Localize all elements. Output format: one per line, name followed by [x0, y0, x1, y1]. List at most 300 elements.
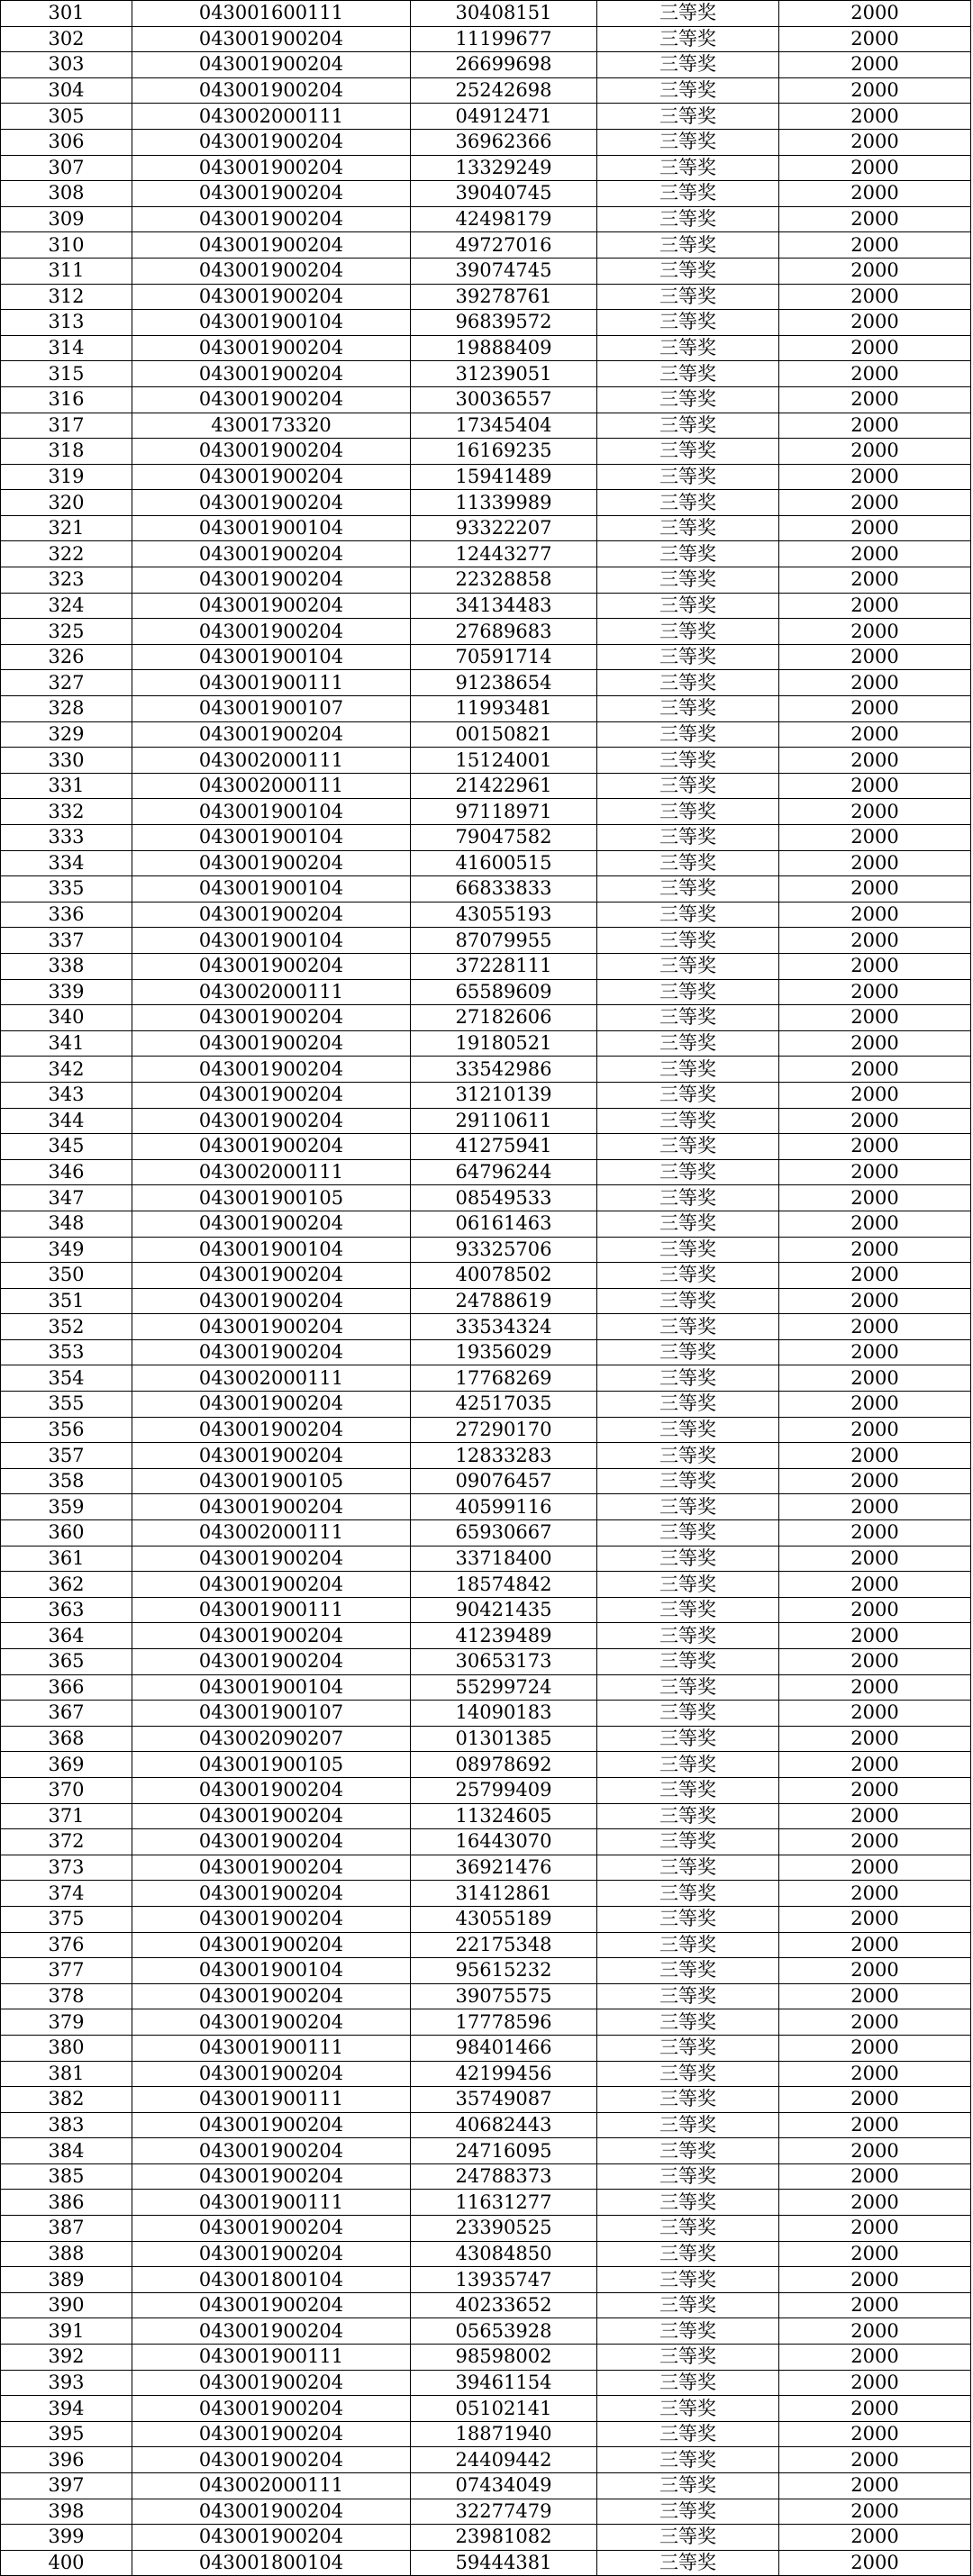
prize-table-body	[1, 1, 971, 2576]
ticket-number-cell: 90421435	[411, 1597, 597, 1623]
table-row	[1, 1, 971, 27]
row-number-cell: 365	[1, 1649, 132, 1675]
row-number-cell: 380	[1, 2035, 132, 2061]
ticket-number-cell: 13329249	[411, 155, 597, 181]
table-row	[1, 748, 971, 774]
row-number-cell: 317	[1, 413, 132, 439]
row-number-cell: 394	[1, 2396, 132, 2422]
ticket-number-cell: 18871940	[411, 2421, 597, 2447]
table-row	[1, 619, 971, 645]
row-number-cell: 361	[1, 1546, 132, 1572]
ticket-code-cell: 043001900204	[132, 2499, 411, 2525]
ticket-code-cell: 043001900204	[132, 850, 411, 876]
prize-level-cell: 三等奖	[597, 1005, 779, 1031]
prize-level-cell: 三等奖	[597, 1752, 779, 1778]
ticket-number-cell: 25799409	[411, 1777, 597, 1803]
ticket-code-cell: 043001900104	[132, 928, 411, 954]
ticket-number-cell: 95615232	[411, 1958, 597, 1984]
prize-level-cell: 三等奖	[597, 1726, 779, 1752]
prize-amount-cell: 2000	[779, 644, 971, 670]
prize-level-cell: 三等奖	[597, 876, 779, 903]
prize-level-cell: 三等奖	[597, 670, 779, 696]
ticket-code-cell: 043001900107	[132, 1701, 411, 1727]
row-number-cell: 312	[1, 284, 132, 310]
ticket-code-cell: 043001900104	[132, 1237, 411, 1263]
table-row	[1, 515, 971, 541]
ticket-number-cell: 33542986	[411, 1057, 597, 1083]
table-row	[1, 1392, 971, 1418]
row-number-cell: 373	[1, 1855, 132, 1881]
ticket-code-cell: 043001900204	[132, 181, 411, 207]
ticket-number-cell: 93322207	[411, 515, 597, 541]
table-row	[1, 52, 971, 78]
table-row	[1, 928, 971, 954]
table-row	[1, 361, 971, 387]
prize-amount-cell: 2000	[779, 1494, 971, 1520]
ticket-number-cell: 24716095	[411, 2138, 597, 2164]
table-row	[1, 1649, 971, 1675]
prize-amount-cell: 2000	[779, 1855, 971, 1881]
ticket-number-cell: 30036557	[411, 386, 597, 413]
table-row	[1, 1520, 971, 1547]
ticket-number-cell: 15941489	[411, 464, 597, 490]
table-row	[1, 825, 971, 851]
table-row	[1, 155, 971, 181]
prize-amount-cell: 2000	[779, 284, 971, 310]
prize-amount-cell: 2000	[779, 2190, 971, 2216]
prize-amount-cell: 2000	[779, 876, 971, 903]
ticket-number-cell: 11631277	[411, 2190, 597, 2216]
prize-level-cell: 三等奖	[597, 644, 779, 670]
ticket-number-cell: 08978692	[411, 1752, 597, 1778]
table-row	[1, 902, 971, 928]
ticket-number-cell: 35749087	[411, 2087, 597, 2113]
prize-amount-cell: 2000	[779, 1392, 971, 1418]
row-number-cell: 328	[1, 696, 132, 722]
prize-level-cell: 三等奖	[597, 1314, 779, 1340]
table-row	[1, 2190, 971, 2216]
prize-level-cell: 三等奖	[597, 2292, 779, 2318]
ticket-code-cell: 043001900204	[132, 26, 411, 52]
row-number-cell: 339	[1, 979, 132, 1005]
table-row	[1, 2241, 971, 2267]
row-number-cell: 359	[1, 1494, 132, 1520]
ticket-number-cell: 42199456	[411, 2061, 597, 2087]
table-row	[1, 696, 971, 722]
ticket-code-cell: 043001900204	[132, 2241, 411, 2267]
row-number-cell: 323	[1, 567, 132, 594]
table-row	[1, 2396, 971, 2422]
ticket-code-cell: 043001900204	[132, 1546, 411, 1572]
prize-amount-cell: 2000	[779, 1881, 971, 1907]
ticket-code-cell: 043001900107	[132, 696, 411, 722]
ticket-code-cell: 043001800104	[132, 2267, 411, 2293]
ticket-number-cell: 39075575	[411, 1983, 597, 2009]
row-number-cell: 379	[1, 2009, 132, 2036]
ticket-number-cell: 00150821	[411, 721, 597, 748]
row-number-cell: 331	[1, 773, 132, 799]
table-row	[1, 1674, 971, 1701]
prize-level-cell: 三等奖	[597, 1881, 779, 1907]
ticket-number-cell: 17768269	[411, 1365, 597, 1392]
ticket-number-cell: 37228111	[411, 953, 597, 979]
table-row	[1, 2009, 971, 2036]
row-number-cell: 311	[1, 258, 132, 284]
ticket-number-cell: 30408151	[411, 1, 597, 27]
prize-amount-cell: 2000	[779, 825, 971, 851]
ticket-number-cell: 12833283	[411, 1443, 597, 1469]
prize-level-cell: 三等奖	[597, 1572, 779, 1598]
ticket-number-cell: 40078502	[411, 1263, 597, 1289]
row-number-cell: 399	[1, 2525, 132, 2551]
table-row	[1, 773, 971, 799]
ticket-number-cell: 65930667	[411, 1520, 597, 1547]
ticket-code-cell: 043001900105	[132, 1752, 411, 1778]
ticket-code-cell: 043002000111	[132, 748, 411, 774]
prize-amount-cell: 2000	[779, 2163, 971, 2190]
prize-level-cell: 三等奖	[597, 2163, 779, 2190]
prize-level-cell: 三等奖	[597, 2345, 779, 2371]
table-row	[1, 284, 971, 310]
prize-amount-cell: 2000	[779, 1211, 971, 1237]
row-number-cell: 336	[1, 902, 132, 928]
row-number-cell: 368	[1, 1726, 132, 1752]
ticket-number-cell: 55299724	[411, 1674, 597, 1701]
row-number-cell: 392	[1, 2345, 132, 2371]
row-number-cell: 325	[1, 619, 132, 645]
ticket-number-cell: 65589609	[411, 979, 597, 1005]
ticket-code-cell: 043001900204	[132, 1494, 411, 1520]
ticket-code-cell: 043001900204	[132, 1829, 411, 1855]
table-row	[1, 1365, 971, 1392]
prize-level-cell: 三等奖	[597, 232, 779, 259]
row-number-cell: 370	[1, 1777, 132, 1803]
prize-level-cell: 三等奖	[597, 2421, 779, 2447]
ticket-number-cell: 32277479	[411, 2499, 597, 2525]
ticket-number-cell: 09076457	[411, 1468, 597, 1494]
ticket-number-cell: 98401466	[411, 2035, 597, 2061]
row-number-cell: 324	[1, 593, 132, 619]
row-number-cell: 396	[1, 2447, 132, 2473]
prize-level-cell: 三等奖	[597, 1134, 779, 1160]
prize-level-cell: 三等奖	[597, 52, 779, 78]
prize-amount-cell: 2000	[779, 104, 971, 130]
prize-amount-cell: 2000	[779, 1057, 971, 1083]
table-row	[1, 77, 971, 104]
table-row	[1, 335, 971, 361]
prize-amount-cell: 2000	[779, 1649, 971, 1675]
row-number-cell: 322	[1, 541, 132, 567]
prize-amount-cell: 2000	[779, 155, 971, 181]
row-number-cell: 337	[1, 928, 132, 954]
ticket-number-cell: 98598002	[411, 2345, 597, 2371]
row-number-cell: 335	[1, 876, 132, 903]
table-row	[1, 310, 971, 336]
prize-amount-cell: 2000	[779, 1726, 971, 1752]
row-number-cell: 395	[1, 2421, 132, 2447]
row-number-cell: 309	[1, 206, 132, 232]
prize-amount-cell: 2000	[779, 721, 971, 748]
table-row	[1, 129, 971, 155]
prize-amount-cell: 2000	[779, 1468, 971, 1494]
ticket-code-cell: 043001900204	[132, 2292, 411, 2318]
prize-level-cell: 三等奖	[597, 1932, 779, 1958]
table-row	[1, 232, 971, 259]
table-row	[1, 1417, 971, 1443]
table-row	[1, 1829, 971, 1855]
ticket-code-cell: 043001900204	[132, 1005, 411, 1031]
prize-level-cell: 三等奖	[597, 1030, 779, 1057]
ticket-number-cell: 08549533	[411, 1185, 597, 1211]
table-row	[1, 567, 971, 594]
ticket-number-cell: 96839572	[411, 310, 597, 336]
table-row	[1, 2447, 971, 2473]
table-row	[1, 1983, 971, 2009]
prize-level-cell: 三等奖	[597, 386, 779, 413]
ticket-number-cell: 40682443	[411, 2112, 597, 2138]
row-number-cell: 350	[1, 1263, 132, 1289]
ticket-number-cell: 17778596	[411, 2009, 597, 2036]
prize-amount-cell: 2000	[779, 2447, 971, 2473]
ticket-number-cell: 33718400	[411, 1546, 597, 1572]
prize-level-cell: 三等奖	[597, 1082, 779, 1108]
prize-level-cell: 三等奖	[597, 2267, 779, 2293]
prize-amount-cell: 2000	[779, 902, 971, 928]
prize-level-cell: 三等奖	[597, 284, 779, 310]
ticket-code-cell: 043001900204	[132, 1339, 411, 1365]
prize-amount-cell: 2000	[779, 1597, 971, 1623]
prize-amount-cell: 2000	[779, 310, 971, 336]
ticket-code-cell: 043002000111	[132, 1520, 411, 1547]
ticket-code-cell: 043001900204	[132, 155, 411, 181]
prize-level-cell: 三等奖	[597, 1417, 779, 1443]
ticket-code-cell: 043001900204	[132, 619, 411, 645]
ticket-code-cell: 043001900104	[132, 644, 411, 670]
prize-level-cell: 三等奖	[597, 850, 779, 876]
prize-amount-cell: 2000	[779, 1572, 971, 1598]
row-number-cell: 362	[1, 1572, 132, 1598]
row-number-cell: 344	[1, 1108, 132, 1134]
prize-amount-cell: 2000	[779, 1263, 971, 1289]
ticket-code-cell: 043001900204	[132, 464, 411, 490]
table-row	[1, 979, 971, 1005]
ticket-code-cell: 043001900204	[132, 77, 411, 104]
prize-amount-cell: 2000	[779, 1546, 971, 1572]
ticket-number-cell: 31210139	[411, 1082, 597, 1108]
ticket-code-cell: 043001900204	[132, 953, 411, 979]
table-row	[1, 1546, 971, 1572]
prize-amount-cell: 2000	[779, 1752, 971, 1778]
prize-level-cell: 三等奖	[597, 129, 779, 155]
ticket-code-cell: 043001900204	[132, 1263, 411, 1289]
ticket-code-cell: 043001900104	[132, 310, 411, 336]
table-row	[1, 1005, 971, 1031]
row-number-cell: 334	[1, 850, 132, 876]
ticket-number-cell: 43055189	[411, 1906, 597, 1932]
row-number-cell: 316	[1, 386, 132, 413]
prize-amount-cell: 2000	[779, 2345, 971, 2371]
ticket-number-cell: 12443277	[411, 541, 597, 567]
ticket-number-cell: 39278761	[411, 284, 597, 310]
row-number-cell: 332	[1, 799, 132, 825]
ticket-number-cell: 25242698	[411, 77, 597, 104]
ticket-code-cell: 043001900111	[132, 2035, 411, 2061]
table-row	[1, 1623, 971, 1649]
prize-amount-cell: 2000	[779, 464, 971, 490]
prize-level-cell: 三等奖	[597, 258, 779, 284]
ticket-code-cell: 043001900204	[132, 2421, 411, 2447]
row-number-cell: 345	[1, 1134, 132, 1160]
table-row	[1, 2370, 971, 2396]
prize-amount-cell: 2000	[779, 413, 971, 439]
table-row	[1, 1468, 971, 1494]
prize-level-cell: 三等奖	[597, 928, 779, 954]
ticket-number-cell: 17345404	[411, 413, 597, 439]
ticket-code-cell: 043001900204	[132, 2525, 411, 2551]
prize-level-cell: 三等奖	[597, 902, 779, 928]
ticket-number-cell: 07434049	[411, 2473, 597, 2499]
ticket-number-cell: 31239051	[411, 361, 597, 387]
ticket-number-cell: 87079955	[411, 928, 597, 954]
ticket-number-cell: 66833833	[411, 876, 597, 903]
table-row	[1, 1958, 971, 1984]
prize-amount-cell: 2000	[779, 2473, 971, 2499]
row-number-cell: 343	[1, 1082, 132, 1108]
ticket-code-cell: 043001900111	[132, 1597, 411, 1623]
prize-amount-cell: 2000	[779, 1417, 971, 1443]
table-row	[1, 1752, 971, 1778]
row-number-cell: 340	[1, 1005, 132, 1031]
ticket-code-cell: 043001900105	[132, 1468, 411, 1494]
table-row	[1, 206, 971, 232]
ticket-code-cell: 043002090207	[132, 1726, 411, 1752]
row-number-cell: 390	[1, 2292, 132, 2318]
prize-level-cell: 三等奖	[597, 825, 779, 851]
table-row	[1, 1572, 971, 1598]
ticket-code-cell: 043001900204	[132, 721, 411, 748]
ticket-code-cell: 043001900204	[132, 567, 411, 594]
ticket-code-cell: 043001900104	[132, 1958, 411, 1984]
row-number-cell: 351	[1, 1288, 132, 1314]
prize-level-cell: 三等奖	[597, 2550, 779, 2576]
prize-amount-cell: 2000	[779, 335, 971, 361]
ticket-code-cell: 043001900204	[132, 258, 411, 284]
table-row	[1, 2525, 971, 2551]
ticket-code-cell: 043002000111	[132, 773, 411, 799]
ticket-code-cell: 043001900204	[132, 129, 411, 155]
table-row	[1, 1237, 971, 1263]
table-row	[1, 1597, 971, 1623]
table-row	[1, 2163, 971, 2190]
prize-level-cell: 三等奖	[597, 439, 779, 465]
ticket-code-cell: 043001900204	[132, 1392, 411, 1418]
row-number-cell: 393	[1, 2370, 132, 2396]
ticket-code-cell: 043001900204	[132, 1211, 411, 1237]
ticket-number-cell: 11339989	[411, 490, 597, 516]
row-number-cell: 330	[1, 748, 132, 774]
ticket-number-cell: 27290170	[411, 1417, 597, 1443]
prize-level-cell: 三等奖	[597, 2447, 779, 2473]
ticket-code-cell: 043001900204	[132, 1623, 411, 1649]
prize-level-cell: 三等奖	[597, 593, 779, 619]
ticket-code-cell: 043001900204	[132, 1855, 411, 1881]
ticket-number-cell: 93325706	[411, 1237, 597, 1263]
ticket-code-cell: 043001900204	[132, 490, 411, 516]
ticket-number-cell: 91238654	[411, 670, 597, 696]
prize-amount-cell: 2000	[779, 1108, 971, 1134]
table-row	[1, 1881, 971, 1907]
prize-level-cell: 三等奖	[597, 1958, 779, 1984]
table-row	[1, 1057, 971, 1083]
table-row	[1, 2112, 971, 2138]
table-row	[1, 1339, 971, 1365]
ticket-number-cell: 29110611	[411, 1108, 597, 1134]
row-number-cell: 391	[1, 2318, 132, 2345]
prize-amount-cell: 2000	[779, 2318, 971, 2345]
row-number-cell: 348	[1, 1211, 132, 1237]
prize-level-cell: 三等奖	[597, 799, 779, 825]
row-number-cell: 341	[1, 1030, 132, 1057]
table-row	[1, 593, 971, 619]
ticket-code-cell: 043001900104	[132, 825, 411, 851]
prize-amount-cell: 2000	[779, 1, 971, 27]
table-row	[1, 1030, 971, 1057]
prize-level-cell: 三等奖	[597, 181, 779, 207]
row-number-cell: 327	[1, 670, 132, 696]
prize-amount-cell: 2000	[779, 979, 971, 1005]
ticket-number-cell: 11199677	[411, 26, 597, 52]
row-number-cell: 358	[1, 1468, 132, 1494]
prize-amount-cell: 2000	[779, 2241, 971, 2267]
row-number-cell: 363	[1, 1597, 132, 1623]
table-row	[1, 2061, 971, 2087]
row-number-cell: 308	[1, 181, 132, 207]
prize-level-cell: 三等奖	[597, 1185, 779, 1211]
ticket-number-cell: 64796244	[411, 1159, 597, 1185]
prize-level-cell: 三等奖	[597, 335, 779, 361]
prize-level-cell: 三等奖	[597, 1777, 779, 1803]
table-row	[1, 1082, 971, 1108]
table-row	[1, 26, 971, 52]
prize-amount-cell: 2000	[779, 181, 971, 207]
ticket-code-cell: 043001900204	[132, 232, 411, 259]
row-number-cell: 367	[1, 1701, 132, 1727]
prize-amount-cell: 2000	[779, 1803, 971, 1829]
ticket-number-cell: 97118971	[411, 799, 597, 825]
ticket-code-cell: 043001900104	[132, 1674, 411, 1701]
ticket-number-cell: 27182606	[411, 1005, 597, 1031]
prize-level-cell: 三等奖	[597, 1237, 779, 1263]
prize-level-cell: 三等奖	[597, 541, 779, 567]
ticket-code-cell: 043001900204	[132, 1288, 411, 1314]
ticket-number-cell: 36962366	[411, 129, 597, 155]
row-number-cell: 307	[1, 155, 132, 181]
prize-level-cell: 三等奖	[597, 2525, 779, 2551]
table-row	[1, 1906, 971, 1932]
prize-amount-cell: 2000	[779, 1906, 971, 1932]
table-row	[1, 439, 971, 465]
row-number-cell: 382	[1, 2087, 132, 2113]
prize-amount-cell: 2000	[779, 670, 971, 696]
ticket-number-cell: 39040745	[411, 181, 597, 207]
prize-level-cell: 三等奖	[597, 515, 779, 541]
prize-amount-cell: 2000	[779, 1829, 971, 1855]
ticket-number-cell: 24788373	[411, 2163, 597, 2190]
table-row	[1, 799, 971, 825]
row-number-cell: 306	[1, 129, 132, 155]
ticket-code-cell: 043001800104	[132, 2550, 411, 2576]
ticket-number-cell: 30653173	[411, 1649, 597, 1675]
